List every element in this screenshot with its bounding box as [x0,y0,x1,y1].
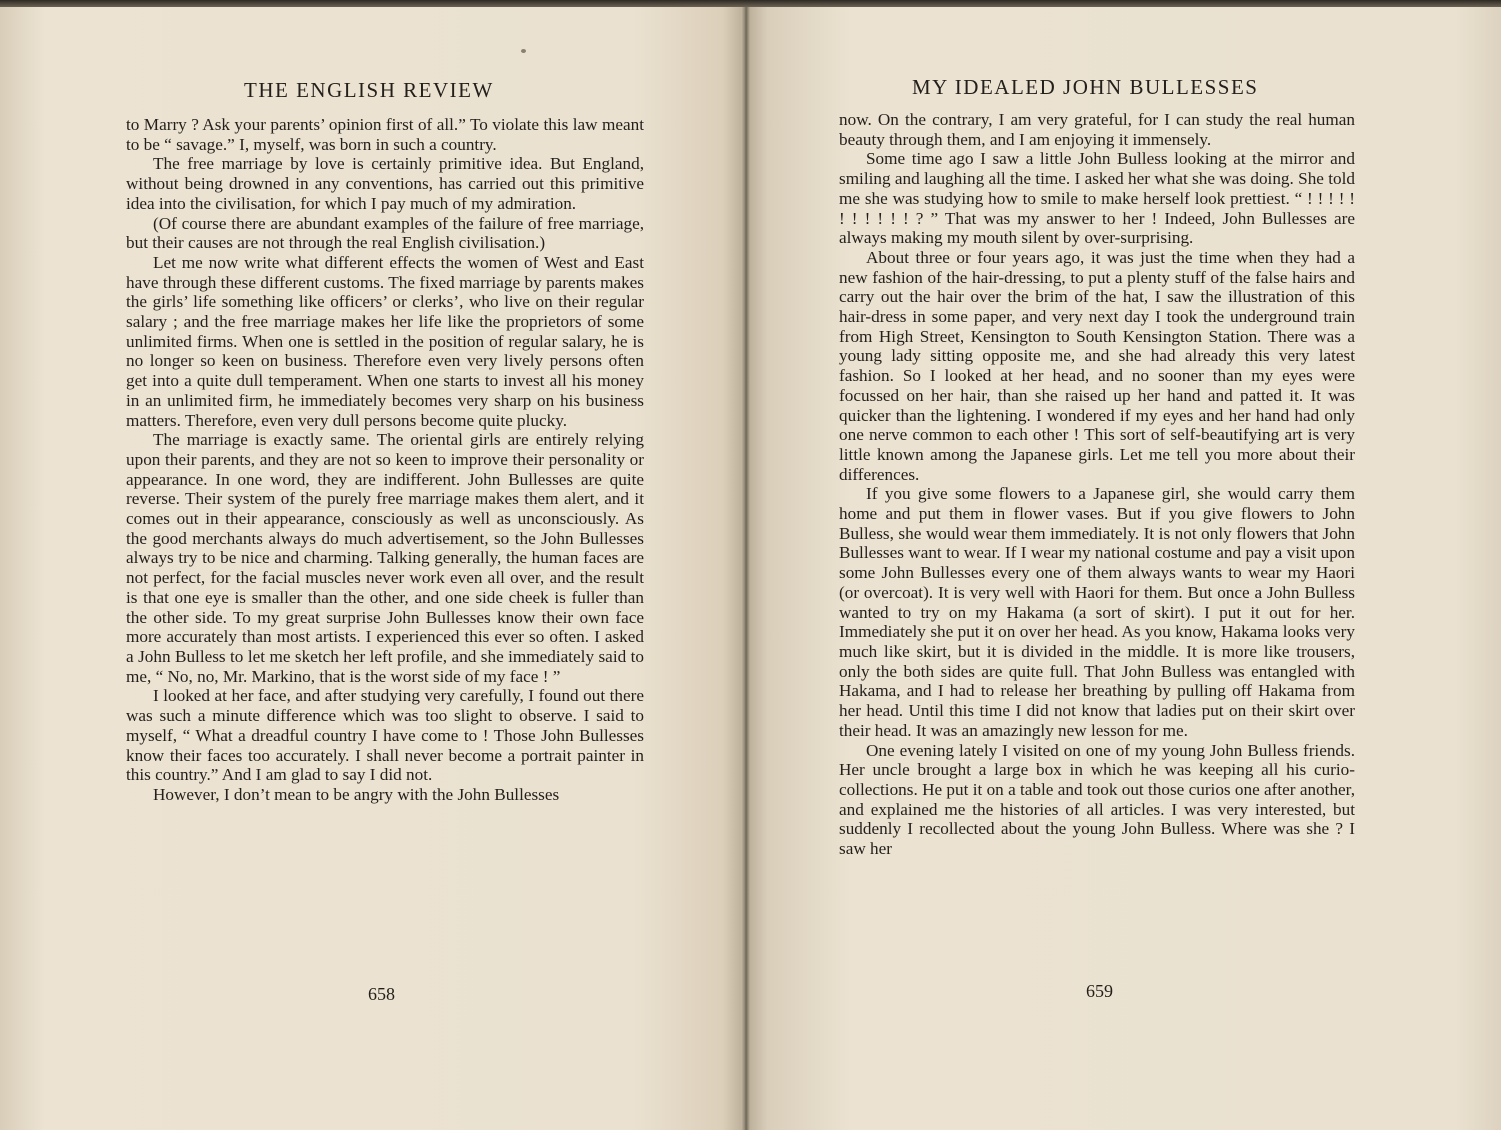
paragraph: I looked at her face, and after studying very carefully, I found out there was such a minute difference which was too slight to observe. I said to myself, “ What a dreadful country I have come to ! Those John Bullesses know their faces too accurately. I shall never become a portrait painter in this country.” And I am glad to say I did not. [126,686,644,785]
paragraph: Some time ago I saw a little John Bulless looking at the mirror and smiling and laughing all the time. I asked her what she was doing. She told me she was studying how to smile to make herself look prettiest. “ ! ! ! ! ! ! ! ! ! ! ! ? ” That was my answer to her ! Indeed, John Bullesses are always making my mouth silent by over-surprising. [839,149,1355,248]
running-head: THE ENGLISH REVIEW [244,78,494,102]
page-number: 658 [368,984,395,1004]
paragraph: However, I don’t mean to be angry with the John Bullesses [153,784,560,804]
book-gutter [741,7,750,1130]
paragraph: The free marriage by love is certainly primitive idea. But England, without being drowned in any conventions, has carried out this primitive idea into the civilisation, for which I pay much of my admiration. [126,154,644,213]
binding-top-edge [0,0,1501,7]
paragraph: (Of course there are abundant examples of the failure of free marriage, but their causes are not through the real English civilisation.) [126,213,644,253]
paragraph: The marriage is exactly same. The oriental girls are entirely relying upon their parents, and they are not so keen to improve their personality or appearance. In one word, they are indifferent. John Bullesses are quite reverse. Their system of the purely free marriage makes them alert, and it comes out in their appearance, consciously as well as unconsciously. As the good merchants always do much advertisement, so the John Bullesses always try to be nice and charming. Talking generally, the human faces are not perfect, for the facial muscles never work even all over, and the result is that one eye is smaller than the other, and one side cheek is fuller than the other side. To my great surprise John Bullesses know their own face more accurately than most artists. I experienced this ever so often. I asked a John Bulless to let me sketch her left profile, and she immediately said to me, “ No, no, Mr. Markino, that is the worst side of my face ! ” [126,430,644,686]
paragraph: About three or four years ago, it was just the time when they had a new fashion of the hair-dressing, to put a plenty stuff of the false hairs and carry out the hair over the brim of the hat, I saw the illustration of this hair-dress in some paper, and very next day I took the underground train from High Street, Kensington to South Kensington Station. There was a young lady sitting opposite me, and she had already this very latest fashion. So I looked at her head, and no sooner than my eyes were focussed on her hair, than she raised up her hand and patted it. It was quicker than the lightening. I wondered if my eyes and her hand had only one nerve common to each other ! This sort of self-beautifying art is very little known among the Japanese girls. Let me tell you more about their differences. [839,247,1355,484]
paragraph: If you give some flowers to a Japanese girl, she would carry them home and put them in flower vases. But if you give flowers to John Bulless, she would wear them immediately. It is not only flowers that John Bullesses want to wear. If I wear my national costume and pay a visit upon some John Bullesses every one of them always wants to wear my Haori (or overcoat). It is very well with Haori for them. But once a John Bulless wanted to try on my Hakama (a sort of skirt). I put it out for her. Immediately she put it on over her head. As you know, Hakama looks very much like skirt, but it is divided in the middle. It is more like trousers, only the both sides are quite full. That John Bulless was entangled with Hakama, and I had to release her breathing by pulling off Hakama from her head. Until this time I did not know that ladies put on their skirt over their head. It was an amazingly new lesson for me. [839,484,1355,740]
page-number: 659 [1086,981,1113,1001]
paragraph: Let me now write what different effects the women of West and East have through these different customs. The fixed marriage by parents makes the girls’ life something like officers’ or clerks’, who live on their regular salary ; and the free marriage makes her life like the proprietors of some unlimited firms. When one is settled in the position of regular salary, he is no longer so keen on business. Therefore even very lively persons often get into a quite dull temperament. When one starts to invest all his money in an unlimited firm, he immediately becomes very sharp on his business matters. Therefore, even very dull persons become quite plucky. [126,252,644,430]
paper-speck [521,49,526,53]
left-page [0,7,745,1130]
paragraph: to Marry ? Ask your parents’ opinion first of all.” To violate this law meant to be “ savage.” I, myself, was born in such a country. [126,115,644,154]
body-text [126,115,644,805]
paragraph: One evening lately I visited on one of my young John Bulless friends. Her uncle brought a large box in which he was keeping all his curio-collections. He put it on a table and took out those curios one after another, and explained me the histories of all articles. I was very interested, but suddenly I recollected about the young John Bulless. Where was she ? I saw her [839,740,1355,859]
paragraph: now. On the contrary, I am very grateful, for I can study the real human beauty through them, and I am enjoying it immensely. [839,110,1355,149]
right-page [745,7,1501,1130]
body-text [839,110,1355,859]
running-head: MY IDEALED JOHN BULLESSES [912,75,1259,99]
